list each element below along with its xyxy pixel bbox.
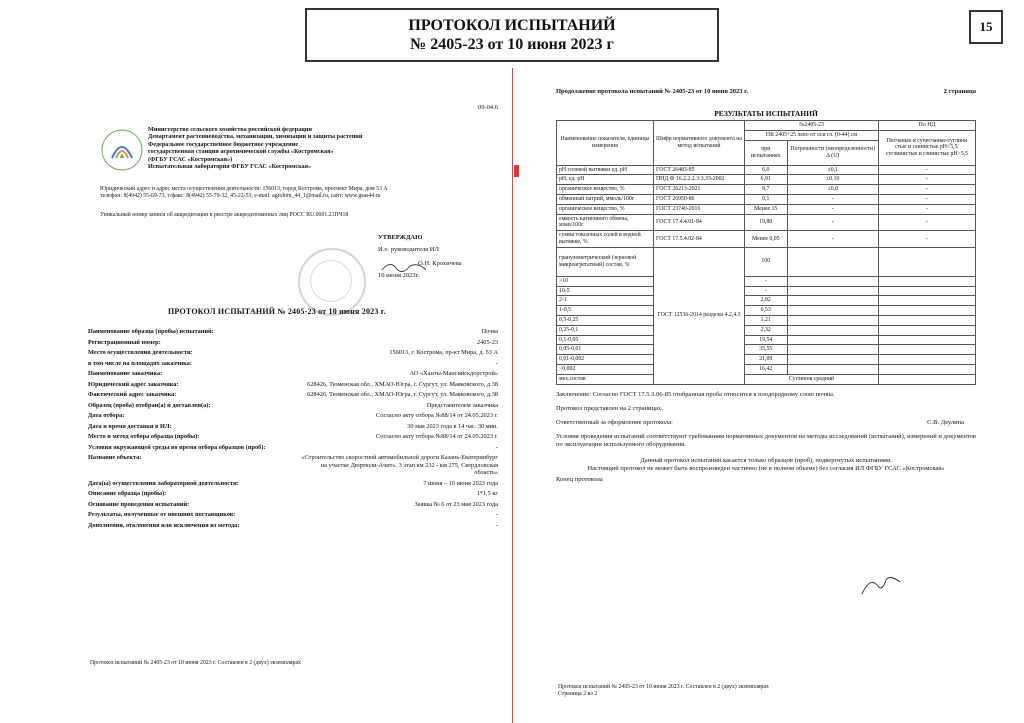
page1-footer: Протокол испытаний № 2405-23 от 10 июня 2023 г. Составлен в 2 (двух) экземплярах	[90, 660, 301, 666]
cell-norm	[879, 247, 976, 276]
cell-uncertainty	[787, 335, 878, 345]
cell-result: 8,7	[745, 185, 788, 195]
cell-norm: -	[879, 231, 976, 248]
table-row	[557, 247, 976, 276]
slide-page-number: 15	[969, 10, 1003, 44]
cell-uncertainty: -	[787, 194, 878, 204]
field-row	[88, 522, 498, 530]
cell-method: ГОСТ 26483-85	[654, 165, 745, 175]
cell-norm	[879, 335, 976, 345]
field-row	[88, 391, 498, 399]
field-row	[88, 511, 498, 519]
field-row	[88, 444, 498, 452]
cell-fraction: 0,1-0,05	[557, 335, 654, 345]
field-row	[88, 339, 498, 347]
field-row	[88, 328, 498, 336]
cell-result: Менее 0,05	[745, 231, 788, 248]
cell-uncertainty: -	[787, 214, 878, 231]
table-row	[557, 185, 976, 195]
cell-indicator: pH солевой вытяжки ед. pH	[557, 165, 654, 175]
table-row	[557, 325, 976, 335]
field-label: Условия окружающей среды во время отбора образцов (проб):	[88, 443, 266, 451]
cell-method: ПНД Ф 16.2.2:2.3:3.33-2002	[654, 175, 745, 185]
cell-method: ГОСТ 23740-2016	[654, 204, 745, 214]
org-line: Департамент растениеводства, механизации, химизации и защиты растений	[148, 133, 363, 141]
cell-result: 2,32	[745, 325, 788, 335]
cell-uncertainty	[787, 247, 878, 276]
cell-method: ГОСТ 26213-2021	[654, 185, 745, 195]
cell-result: Менее 15	[745, 204, 788, 214]
table-row	[557, 175, 976, 185]
col-sample-no: №2405-23	[745, 121, 879, 131]
accreditation-number: Уникальный номер записи об аккредитации в реестре аккредитованных лиц РОСС RU.0001.21ПЧ18	[100, 212, 349, 218]
cell-uncertainty	[787, 325, 878, 335]
cell-uncertainty	[787, 345, 878, 355]
field-row	[88, 501, 498, 509]
field-row	[88, 402, 498, 410]
cell-norm: -	[879, 204, 976, 214]
cell-norm: -	[879, 175, 976, 185]
cell-fraction: 2-1	[557, 296, 654, 306]
table-row	[557, 296, 976, 306]
protocol-page-1	[88, 100, 498, 700]
field-label: Дата и время доставки в ИЛ:	[88, 422, 172, 430]
red-marker	[514, 165, 519, 177]
table-row	[557, 165, 976, 175]
table-row	[557, 194, 976, 204]
cell-uncertainty: ±0,1	[787, 165, 878, 175]
table-row	[557, 364, 976, 374]
cell-uncertainty: -	[787, 204, 878, 214]
cell-indicator: обменный натрий, ммоль/100г	[557, 194, 654, 204]
table-row	[557, 315, 976, 325]
cell-uncertainty	[787, 364, 878, 374]
responsible-row	[556, 419, 976, 427]
table-row	[557, 231, 976, 248]
cell-indicator: pH, ед. pH	[557, 175, 654, 185]
end-of-protocol: Конец протокола	[556, 475, 603, 483]
field-label: Наименование образца (пробы) испытаний:	[88, 328, 214, 335]
cell-uncertainty	[787, 355, 878, 365]
field-label: Описание образца (пробы):	[88, 490, 167, 497]
col-site: ПК 2405+25 лево от оси гл. (0-44) см	[745, 130, 879, 140]
field-value: -	[495, 521, 498, 529]
cell-norm: -	[879, 194, 976, 204]
col-indicator: Наименование показателя, единицы измерения	[557, 121, 654, 166]
field-label: Место и метод отбора образца (пробы):	[88, 433, 200, 440]
field-label: Основание проведения испытаний:	[88, 500, 190, 508]
cell-method: ГОСТ 17.5.4.02-84	[654, 231, 745, 248]
cell-indicator: емкость катионного обмена, мэкв/100г	[557, 214, 654, 231]
cell-fraction: >10	[557, 276, 654, 286]
page2-footer	[558, 684, 769, 698]
cell-uncertainty	[787, 276, 878, 286]
approval-signature-icon	[380, 258, 430, 274]
table-header-row	[557, 121, 976, 131]
cell-result: 19,54	[745, 335, 788, 345]
col-norm: Песчаные и супесчаные/суглини стые и глинистые рН<5,5/суглинистые и глинистые рН>5,5	[879, 130, 976, 165]
page2-header	[556, 88, 976, 96]
cell-uncertainty: ±0,10	[787, 175, 878, 185]
cell-fraction: 0,5-0,25	[557, 315, 654, 325]
doc-code: 09-04.6	[477, 104, 498, 111]
address-line: Юридический адрес и адрес места осуществления деятельности: 156013, город Кострома, проспект Мира, дом 53 А	[100, 186, 388, 192]
field-label: Фактический адрес заказчика:	[88, 391, 177, 398]
cell-result: 16,42	[745, 364, 788, 374]
field-row	[88, 433, 498, 441]
cell-indicator: гранулометрический (зерновой микроагрегатный) состав, %	[557, 247, 654, 276]
approve-date: 10 июня 2023г.	[378, 272, 420, 279]
page2-footer-line2: Страница 2 из 2	[558, 691, 598, 697]
cell-norm	[879, 306, 976, 316]
cell-norm	[879, 374, 976, 384]
cell-result: 1,21	[745, 315, 788, 325]
page2-footer-line1: Протокол испытаний № 2405-23 от 10 июня 2023 г. Составлен в 2 (двух) экземплярах	[558, 684, 769, 690]
field-label: Дата(ы) осуществления лабораторной деятельности:	[88, 479, 239, 487]
field-value: 1*1,5 кг	[476, 490, 498, 497]
field-label: Дата отбора:	[88, 412, 125, 419]
field-value: Согласно акту отбора №88/14 от 24.05.2023 г.	[376, 433, 498, 440]
field-row	[88, 423, 498, 431]
field-row	[88, 370, 498, 378]
cell-uncertainty: ±0,8	[787, 185, 878, 195]
cell-norm	[879, 345, 976, 355]
field-value: 2405-23	[477, 338, 498, 346]
cell-norm	[879, 286, 976, 296]
cell-method: ГОСТ 12536-2014 разделы 4.2,4.3	[654, 247, 745, 384]
cell-result: -	[745, 276, 788, 286]
field-label: Место осуществления деятельности:	[88, 349, 193, 356]
table-row	[557, 374, 976, 384]
cell-result: 6,91	[745, 175, 788, 185]
field-label: Регистрационный номер:	[88, 338, 161, 346]
field-row	[88, 349, 498, 357]
cell-norm: -	[879, 185, 976, 195]
field-label: Название объекта:	[88, 454, 142, 461]
table-row	[557, 335, 976, 345]
cell-norm: -	[879, 214, 976, 231]
responsible-signature-icon	[856, 572, 906, 598]
cell-fraction: 0,25-0,1	[557, 325, 654, 335]
field-value: 7 июня – 10 июня 2023 года	[423, 479, 498, 487]
cell-method: ГОСТ 17.4.4.01-84	[654, 214, 745, 231]
cell-norm	[879, 296, 976, 306]
cell-fraction: мех.состав	[557, 374, 654, 384]
org-line: Испытательная лаборатория ФГБУ ГСАС «Костромская»	[148, 163, 312, 171]
cell-uncertainty	[787, 306, 878, 316]
field-row	[88, 381, 498, 389]
cell-norm	[879, 364, 976, 374]
slide-title-line1: ПРОТОКОЛ ИСПЫТАНИЙ	[408, 17, 616, 34]
responsible-name: С.В. Деулина	[927, 418, 964, 426]
conditions-text: Условия проведения испытаний соответствуют требованиям нормативных документов на методы исследований (испытаний), измерений и документов по эксплуатации используемого оборудования.	[556, 432, 976, 448]
cell-result: -	[745, 286, 788, 296]
field-label: в том числе на площадях заказчика:	[88, 359, 192, 367]
field-label: Наименование заказчика:	[88, 370, 163, 377]
contacts-line: телефон: 8(4942) 55-69-73, т/факс: 8(4942) 55-79-32, 45-22-53, e-mail: agrohim_44_1@mail.ru, сайт: www.gsas44.ru	[100, 193, 381, 199]
cell-mech-result: Суглинок средний	[745, 374, 879, 384]
org-line: (ФГБУ ГСАС «Костромская»)	[148, 155, 233, 163]
cell-indicator: органическое вещество, %	[557, 204, 654, 214]
responsible-label: Ответственный за оформление протокола:	[556, 418, 673, 426]
page2-header-left: Продолжение протокола испытаний № 2405-23 от 10 июня 2023 г.	[556, 88, 749, 95]
field-value: Заявка № 6 от 23 мая 2023 года	[414, 500, 498, 508]
cell-fraction: 1-0,5	[557, 306, 654, 316]
field-row	[88, 454, 498, 477]
cell-norm: -	[879, 165, 976, 175]
lab-logo-icon	[100, 128, 144, 172]
field-value: Согласно акту отбора №88/14 от 24.05.2023 г.	[376, 412, 498, 419]
cell-result: 0,1	[745, 194, 788, 204]
cell-result: 19,80	[745, 214, 788, 231]
conclusion: Заключение: Согласно ГОСТ 17.5.3.06-85 отобранная проба относится к плодородному слою почвы.	[556, 390, 835, 398]
table-row	[557, 355, 976, 365]
protocol-fields	[88, 328, 498, 532]
approve-role: И.о. руководителя ИЛ	[378, 246, 439, 253]
col-uncertainty: Погрешности (неопределенности) Δ (U)	[787, 140, 878, 165]
protocol-page-2	[556, 88, 976, 718]
field-label: Результаты, полученные от внешних поставщиков:	[88, 511, 236, 518]
table-row	[557, 204, 976, 214]
field-label: Образец (проба) отобран(а) и доставлен(а):	[88, 401, 211, 409]
approve-name: О.Н. Крохичева	[418, 260, 462, 267]
cell-uncertainty	[787, 286, 878, 296]
table-row	[557, 276, 976, 286]
cell-norm	[879, 315, 976, 325]
page-divider	[512, 68, 513, 723]
address-block	[100, 186, 490, 200]
note-reproduction: Настоящий протокол не может быть воспроизведен частично (не в полном объеме) без согласия ИЛ ФГБУ ГСАС «Костромская»	[587, 464, 945, 472]
cell-result: 2,82	[745, 296, 788, 306]
cell-norm	[879, 325, 976, 335]
cell-result: 21,09	[745, 355, 788, 365]
org-line: Министерство сельского хозяйства российской федерации	[148, 126, 312, 133]
cell-uncertainty: -	[787, 231, 878, 248]
field-row	[88, 490, 498, 498]
cell-uncertainty	[787, 315, 878, 325]
field-row	[88, 412, 498, 420]
protocol-title: ПРОТОКОЛ ИСПЫТАНИЙ № 2405-23 от 10 июня 2023 г.	[168, 307, 386, 316]
cell-result: 35,55	[745, 345, 788, 355]
field-value: -	[495, 443, 498, 451]
field-value: -	[495, 511, 498, 518]
cell-indicator: органическое вещество, %	[557, 185, 654, 195]
cell-indicator: сумма токсичных солей в водной вытяжке, %	[557, 231, 654, 248]
field-label: Юридический адрес заказчика:	[88, 380, 179, 388]
field-value: Представителем заказчика	[426, 401, 498, 409]
results-table	[556, 120, 976, 385]
table-row	[557, 345, 976, 355]
cell-result: 0,53	[745, 306, 788, 316]
table-row	[557, 214, 976, 231]
field-row	[88, 360, 498, 368]
cell-method: ГОСТ 26950-86	[654, 194, 745, 204]
slide-title-line2: № 2405-23 от 10 июня 2023 г	[410, 36, 614, 53]
seal-stamp	[298, 248, 366, 316]
cell-fraction: <0,002	[557, 364, 654, 374]
table-row	[557, 306, 976, 316]
field-row	[88, 480, 498, 488]
results-title: РЕЗУЛЬТАТЫ ИСПЫТАНИЙ	[714, 109, 818, 118]
page2-header-right: 2 страница	[943, 88, 976, 95]
field-label: Дополнения, отклонения или исключения из метода:	[88, 521, 240, 529]
col-method: Шифр нормативного документа на метод испытаний	[654, 121, 745, 166]
cell-uncertainty	[787, 296, 878, 306]
cell-norm	[879, 355, 976, 365]
cell-fraction: 0,01-0,002	[557, 355, 654, 365]
col-result: при испытаниях	[745, 140, 788, 165]
cell-result: 100	[745, 247, 788, 276]
note-scope: Данный протокол испытаний касается только образцов (проб), подвергнутых испытаниям.	[640, 456, 892, 464]
field-value: 628426, Тюменская обл., ХМАО-Югра, г. Сургут, ул. Маяковского, д.38	[307, 380, 498, 388]
field-value: АО «Ханты-Мансийскдорстрой»	[409, 370, 498, 377]
field-value: 30 мая 2023 года в 14 час. 30 мин.	[407, 422, 498, 430]
slide-title-box	[305, 8, 719, 62]
field-value: «Строительство скоростной автомобильной дороги Казань-Екатеринбург на участке Дюртюли-Ачит». 3 этап км 232 - км 275, Свердловская область»	[301, 454, 498, 476]
table-row	[557, 286, 976, 296]
cell-fraction: 0,05-0,01	[557, 345, 654, 355]
cell-norm	[879, 276, 976, 286]
cell-fraction: 10-5	[557, 286, 654, 296]
org-line: государственная станция агрохимической службы «Костромская»	[148, 148, 334, 156]
cell-result: 6,0	[745, 165, 788, 175]
pages-note: Протокол представлен на 2 страницах.	[556, 404, 663, 412]
field-value: Почва	[481, 328, 498, 335]
approve-title: УТВЕРЖДАЮ	[378, 234, 423, 241]
field-value: -	[495, 359, 498, 367]
field-value: 628426, Тюменская обл., ХМАО-Югра, г. Сургут, ул. Маяковского, д.38	[307, 391, 498, 398]
field-value: 156013, г. Кострома, пр-кт Мира, д. 53 А	[389, 349, 498, 356]
col-norm-head: По НД	[879, 121, 976, 131]
org-line: Федеральное государственное бюджетное учреждение	[148, 140, 299, 148]
organization-header	[148, 126, 448, 170]
